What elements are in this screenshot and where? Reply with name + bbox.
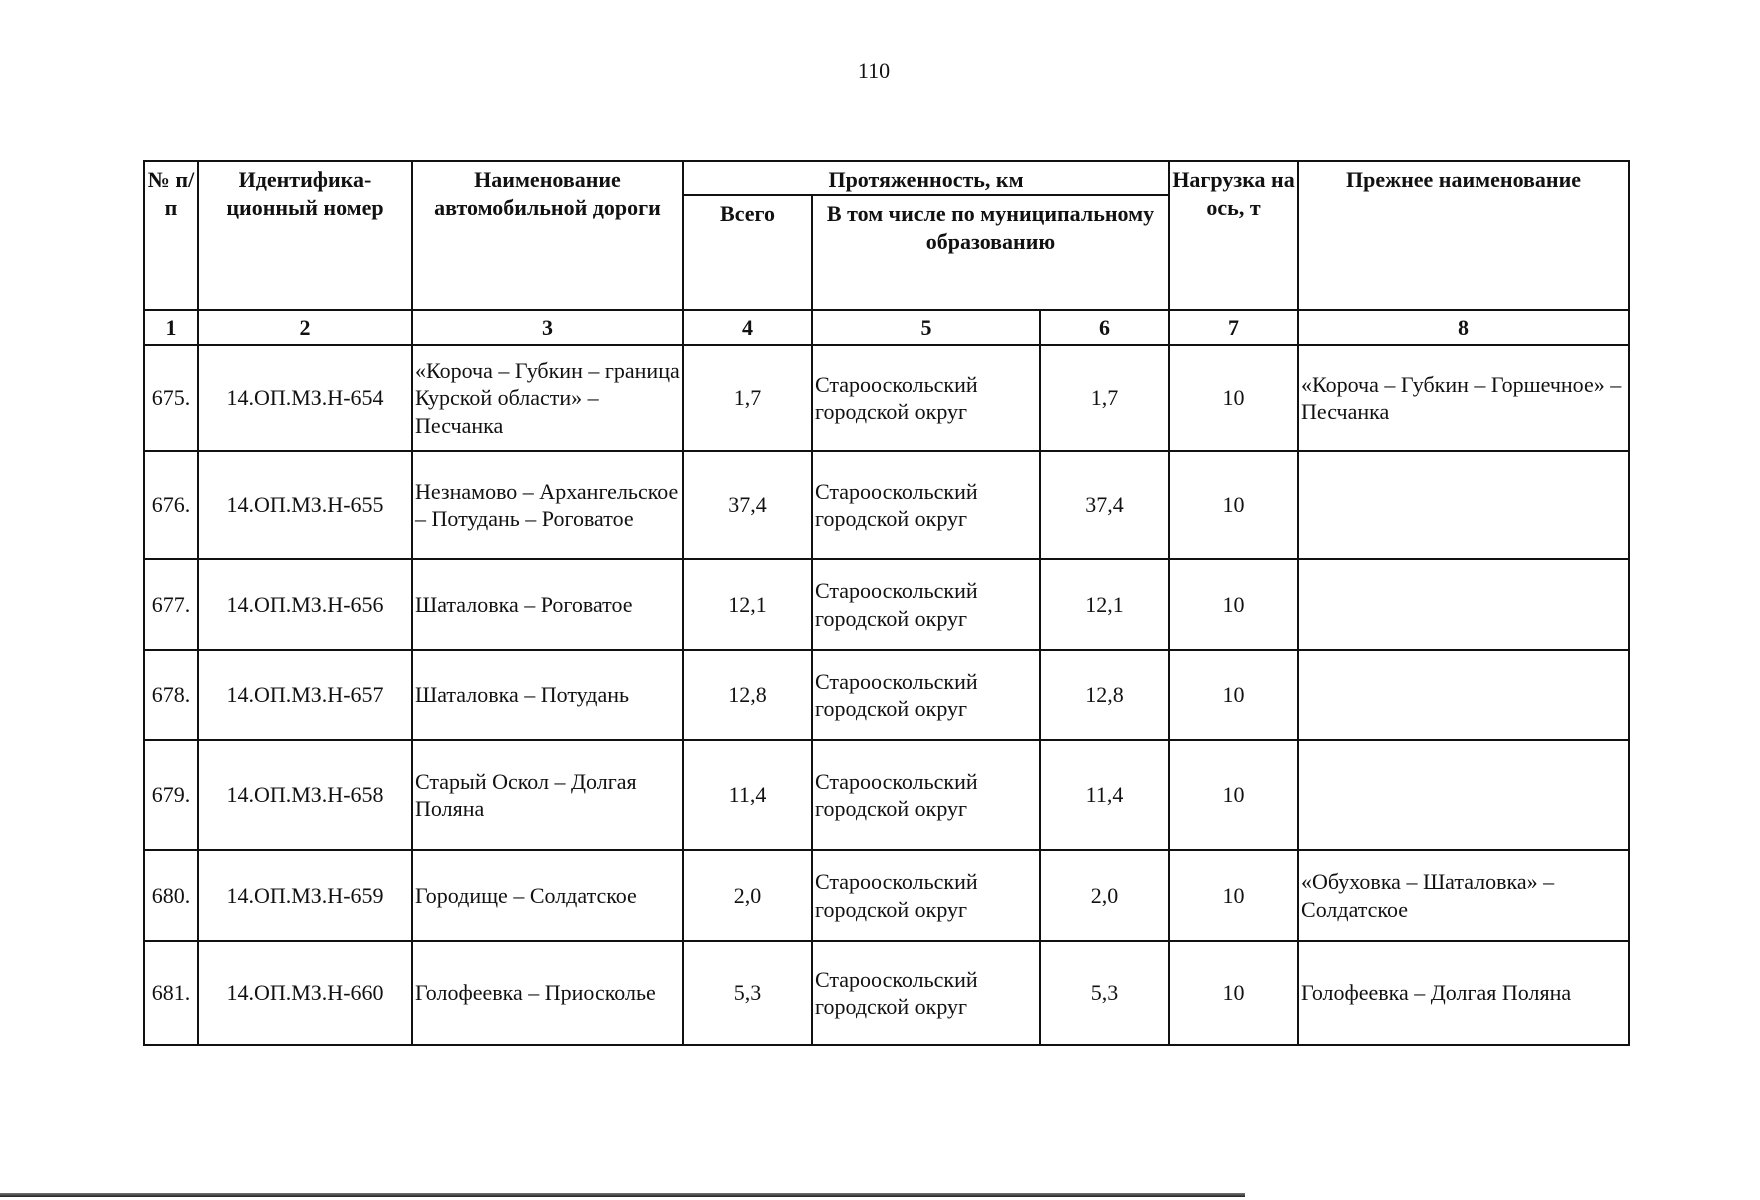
cell-axle-load: 10 bbox=[1169, 559, 1298, 650]
cell-municipality: Старооскольский городской округ bbox=[812, 941, 1040, 1045]
cell-municipality: Старооскольский городской округ bbox=[812, 740, 1040, 850]
cell-municipal-length: 2,0 bbox=[1040, 850, 1169, 941]
table-row bbox=[144, 850, 1629, 941]
cell-axle-load: 10 bbox=[1169, 345, 1298, 451]
cell-municipality: Старооскольский городской округ bbox=[812, 650, 1040, 740]
header-length: Протяженность, км bbox=[683, 161, 1169, 195]
header-id: Идентифика-ционный номер bbox=[198, 161, 412, 310]
cell-num: 678. bbox=[144, 650, 198, 740]
cell-previous-name bbox=[1298, 559, 1629, 650]
table-row bbox=[144, 941, 1629, 1045]
column-number: 1 bbox=[144, 310, 198, 345]
page-number: 110 bbox=[857, 58, 891, 83]
cell-axle-load: 10 bbox=[1169, 740, 1298, 850]
header-num: № п/п bbox=[144, 161, 198, 310]
column-number: 5 bbox=[812, 310, 1040, 345]
header-previous-name: Прежнее наименование bbox=[1298, 161, 1629, 310]
cell-id: 14.ОП.МЗ.Н-660 bbox=[198, 941, 412, 1045]
header-road-name: Наименование автомобильной дороги bbox=[412, 161, 683, 310]
column-number: 7 bbox=[1169, 310, 1298, 345]
column-number: 2 bbox=[198, 310, 412, 345]
column-number: 8 bbox=[1298, 310, 1629, 345]
cell-municipal-length: 5,3 bbox=[1040, 941, 1169, 1045]
table-row bbox=[144, 345, 1629, 451]
column-number: 4 bbox=[683, 310, 812, 345]
cell-axle-load: 10 bbox=[1169, 451, 1298, 559]
table-row bbox=[144, 650, 1629, 740]
table-row bbox=[144, 451, 1629, 559]
cell-road-name: Шаталовка – Потудань bbox=[412, 650, 683, 740]
cell-id: 14.ОП.МЗ.Н-659 bbox=[198, 850, 412, 941]
cell-municipal-length: 11,4 bbox=[1040, 740, 1169, 850]
table-row bbox=[144, 740, 1629, 850]
cell-previous-name bbox=[1298, 740, 1629, 850]
cell-previous-name: «Обуховка – Шаталовка» – Солдатское bbox=[1298, 850, 1629, 941]
cell-axle-load: 10 bbox=[1169, 650, 1298, 740]
cell-previous-name: Голофеевка – Долгая Поляна bbox=[1298, 941, 1629, 1045]
cell-id: 14.ОП.МЗ.Н-654 bbox=[198, 345, 412, 451]
cell-length-total: 12,1 bbox=[683, 559, 812, 650]
cell-num: 676. bbox=[144, 451, 198, 559]
column-number: 3 bbox=[412, 310, 683, 345]
cell-num: 677. bbox=[144, 559, 198, 650]
column-number: 6 bbox=[1040, 310, 1169, 345]
cell-municipal-length: 1,7 bbox=[1040, 345, 1169, 451]
cell-id: 14.ОП.МЗ.Н-656 bbox=[198, 559, 412, 650]
cell-length-total: 11,4 bbox=[683, 740, 812, 850]
header-length-municipal: В том числе по муниципальному образованию bbox=[812, 195, 1169, 310]
cell-municipality: Старооскольский городской округ bbox=[812, 345, 1040, 451]
scan-edge-line bbox=[0, 1193, 1245, 1197]
table-row bbox=[144, 559, 1629, 650]
cell-id: 14.ОП.МЗ.Н-658 bbox=[198, 740, 412, 850]
cell-axle-load: 10 bbox=[1169, 941, 1298, 1045]
cell-length-total: 2,0 bbox=[683, 850, 812, 941]
header-length-total: Всего bbox=[683, 195, 812, 310]
cell-length-total: 5,3 bbox=[683, 941, 812, 1045]
cell-municipal-length: 37,4 bbox=[1040, 451, 1169, 559]
cell-road-name: «Короча – Губкин – граница Курской области» – Песчанка bbox=[412, 345, 683, 451]
cell-num: 679. bbox=[144, 740, 198, 850]
cell-previous-name: «Короча – Губкин – Горшечное» – Песчанка bbox=[1298, 345, 1629, 451]
cell-road-name: Шаталовка – Роговатое bbox=[412, 559, 683, 650]
header-axle-load: Нагрузка на ось, т bbox=[1169, 161, 1298, 310]
cell-road-name: Городище – Солдатское bbox=[412, 850, 683, 941]
cell-road-name: Незнамово – Архангельское – Потудань – Роговатое bbox=[412, 451, 683, 559]
cell-previous-name bbox=[1298, 650, 1629, 740]
cell-previous-name bbox=[1298, 451, 1629, 559]
cell-id: 14.ОП.МЗ.Н-655 bbox=[198, 451, 412, 559]
cell-municipal-length: 12,8 bbox=[1040, 650, 1169, 740]
cell-municipal-length: 12,1 bbox=[1040, 559, 1169, 650]
cell-id: 14.ОП.МЗ.Н-657 bbox=[198, 650, 412, 740]
cell-num: 680. bbox=[144, 850, 198, 941]
cell-length-total: 12,8 bbox=[683, 650, 812, 740]
cell-road-name: Старый Оскол – Долгая Поляна bbox=[412, 740, 683, 850]
cell-length-total: 37,4 bbox=[683, 451, 812, 559]
cell-axle-load: 10 bbox=[1169, 850, 1298, 941]
column-number-row bbox=[144, 310, 1629, 345]
cell-municipality: Старооскольский городской округ bbox=[812, 559, 1040, 650]
roads-table bbox=[143, 160, 1630, 1046]
cell-road-name: Голофеевка – Приосколье bbox=[412, 941, 683, 1045]
cell-num: 681. bbox=[144, 941, 198, 1045]
cell-municipality: Старооскольский городской округ bbox=[812, 850, 1040, 941]
cell-municipality: Старооскольский городской округ bbox=[812, 451, 1040, 559]
cell-length-total: 1,7 bbox=[683, 345, 812, 451]
cell-num: 675. bbox=[144, 345, 198, 451]
